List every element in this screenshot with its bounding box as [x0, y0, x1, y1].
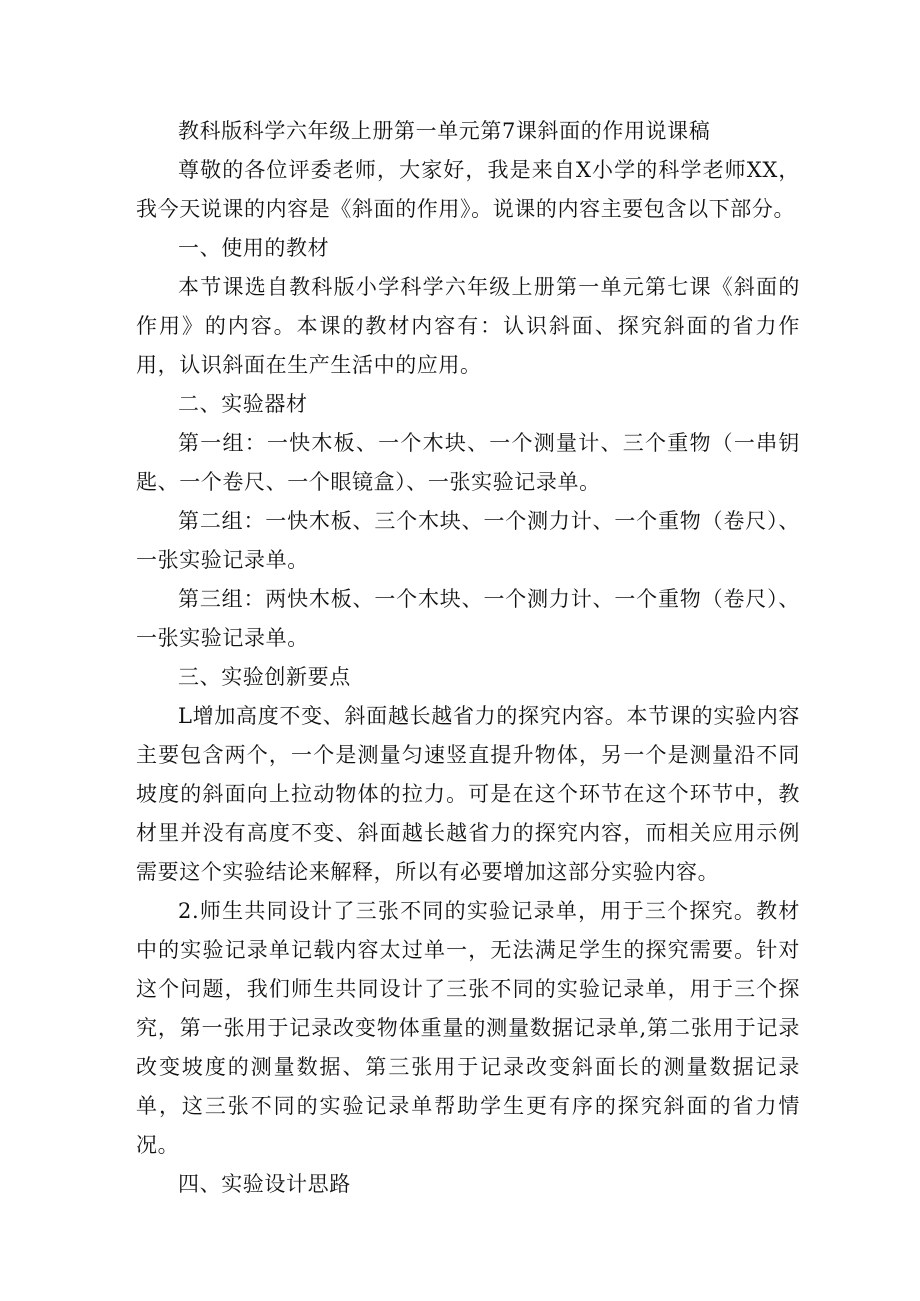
section-heading-innovation: 三、实验创新要点 — [178, 665, 351, 689]
section-heading-materials: 一、使用的教材 — [178, 236, 330, 260]
intro-paragraph: 尊敬的各位评委老师，大家好，我是来自X小学的科学老师XX，我今天说课的内容是《斜面的作用》。说课的内容主要包含以下部分。 — [136, 158, 800, 221]
equipment-group-1-paragraph: 第一组：一快木板、一个木块、一个测量计、三个重物（一串钥匙、一个卷尺、一个眼镜盒）、一张实验记录单。 — [136, 431, 800, 494]
document-body — [136, 112, 800, 1204]
document-title: 教科版科学六年级上册第一单元第7课斜面的作用说课稿 — [178, 119, 711, 143]
innovation-point-2-paragraph: 2.师生共同设计了三张不同的实验记录单，用于三个探究。教材中的实验记录单记载内容太过单一，无法满足学生的探究需要。针对这个问题，我们师生共同设计了三张不同的实验记录单，用于三个探究，第一张用于记录改变物体重量的测量数据记录单,第二张用于记录改变坡度的测量数据、第三张用于记录改变斜面长的测量数据记录单，这三张不同的实验记录单帮助学生更有序的探究斜面的省力情况。 — [136, 899, 800, 1157]
equipment-group-2-paragraph: 第二组：一快木板、三个木块、一个测力计、一个重物（卷尺）、一张实验记录单。 — [136, 509, 800, 572]
section-heading-design: 四、实验设计思路 — [178, 1172, 351, 1196]
section-heading-equipment: 二、实验器材 — [178, 392, 308, 416]
innovation-point-1-paragraph: L增加高度不变、斜面越长越省力的探究内容。本节课的实验内容主要包含两个，一个是测量匀速竖直提升物体，另一个是测量沿不同坡度的斜面向上拉动物体的拉力。可是在这个环节在这个环节中，教材里并没有高度不变、斜面越长越省力的探究内容，而相关应用示例需要这个实验结论来解释，所以有必要增加这部分实验内容。 — [136, 704, 800, 884]
equipment-group-3-paragraph: 第三组：两快木板、一个木块、一个测力计、一个重物（卷尺）、一张实验记录单。 — [136, 587, 800, 650]
materials-paragraph: 本节课选自教科版小学科学六年级上册第一单元第七课《斜面的作用》的内容。本课的教材内容有：认识斜面、探究斜面的省力作用，认识斜面在生产生活中的应用。 — [136, 275, 800, 377]
